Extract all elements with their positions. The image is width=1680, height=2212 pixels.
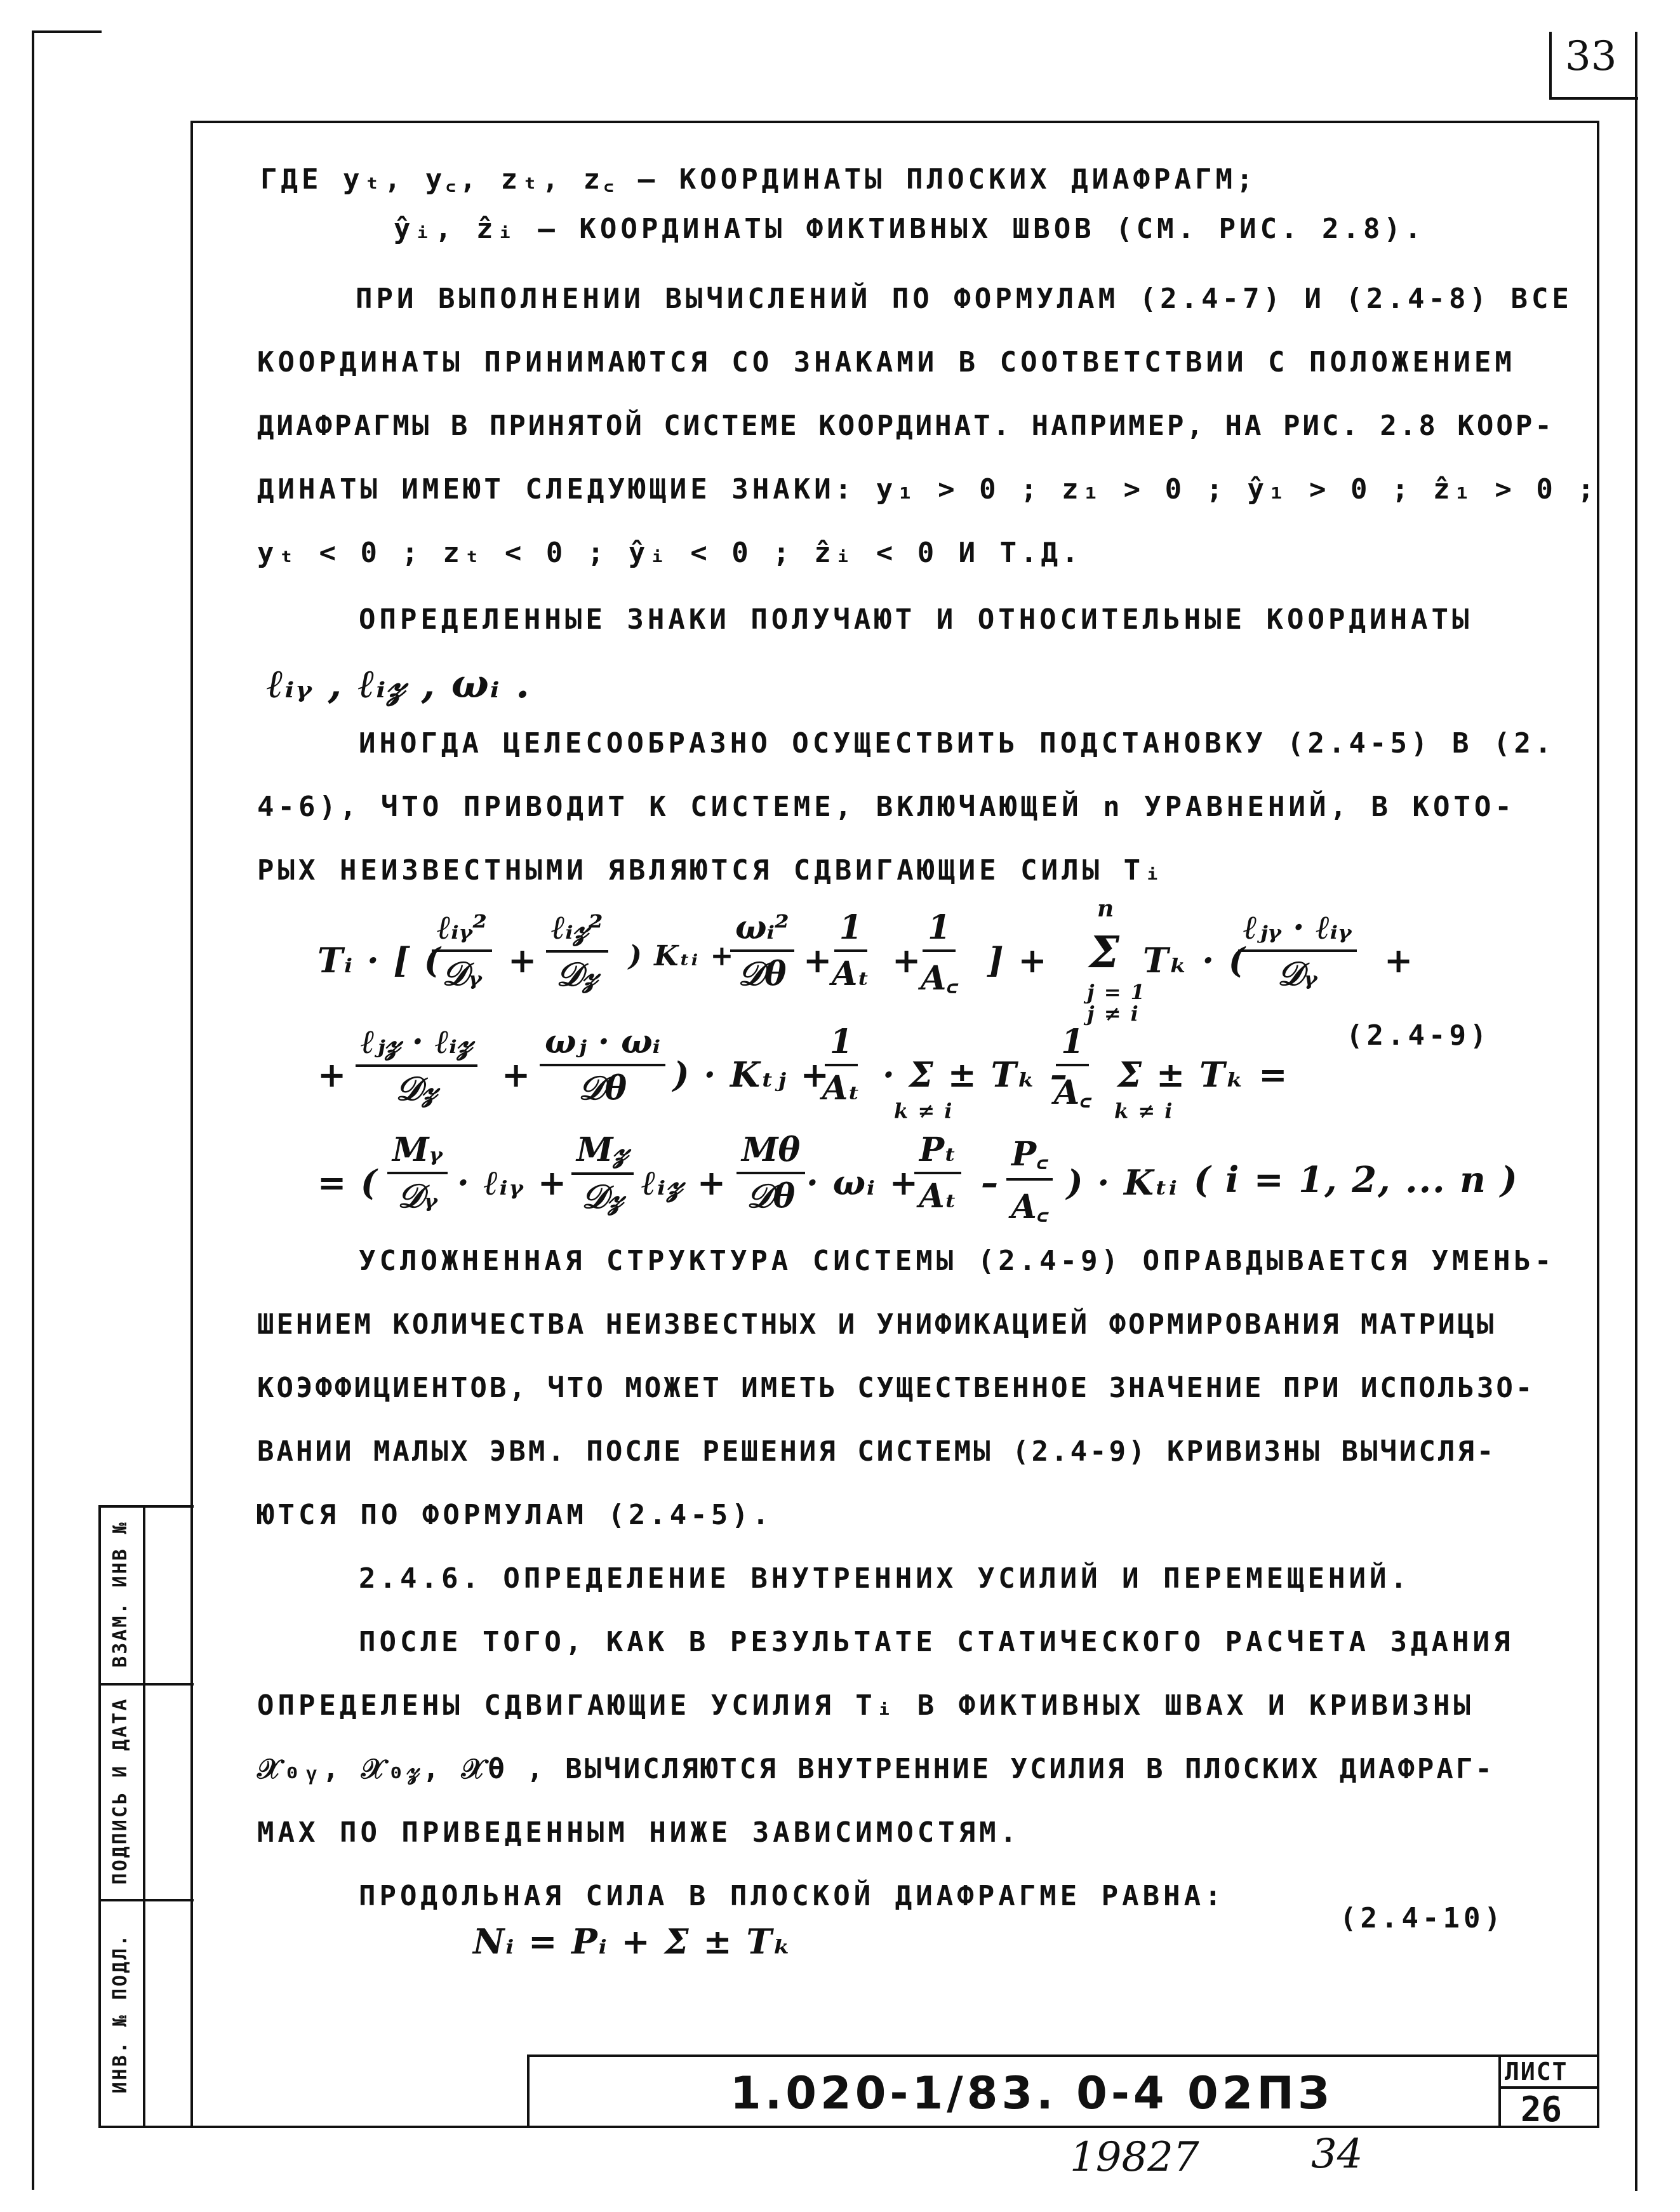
eq-r1-frac1-den: 𝒟ᵧ [441, 955, 483, 993]
side-label-podpis-data: ПОДПИСЬ И ДАТА [109, 1697, 131, 1885]
eq-r3-t4: – [981, 1162, 999, 1203]
handwritten-number-left: 19827 [1070, 2134, 1199, 2181]
eq-r1-frac3 [730, 908, 794, 994]
eq-r1-lead: Tᵢ · [ ( [317, 940, 442, 981]
page-number: 33 [1565, 33, 1617, 80]
eq-r1-plus3: + [892, 940, 923, 981]
side-stamp-mid-line [143, 1505, 145, 2128]
eq-r3-frac5 [1006, 1130, 1053, 1228]
eq-r3-frac4-den: Aₜ [919, 1177, 957, 1216]
eq-r1-frac6 [1238, 908, 1357, 994]
text-line-10: ИНОГДА ЦЕЛЕСООБРАЗНО ОСУЩЕСТВИТЬ ПОДСТАНОВКУ (2.4-5) В (2. [359, 727, 1556, 760]
eq-r2-sum2: Σ ± Tₖ = [1117, 1054, 1289, 1095]
title-block-top [527, 2054, 1599, 2057]
eq-r3-t1: · ℓᵢᵧ + [457, 1162, 568, 1203]
text-line-8: ОПРЕДЕЛЕННЫЕ ЗНАКИ ПОЛУЧАЮТ И ОТНОСИТЕЛЬНЫЕ КООРДИНАТЫ [359, 603, 1473, 636]
eq-r2-frac4-num: 1 [1056, 1022, 1089, 1066]
eq-r1-frac4 [832, 908, 870, 993]
eq-r2-lead: + [317, 1054, 348, 1095]
eq-r1-plus4: + [1384, 940, 1415, 981]
eq-r2-frac3-den: Aₜ [822, 1069, 860, 1108]
outer-right-border [1635, 32, 1637, 2191]
title-block-sheet-label-line [1498, 2086, 1599, 2089]
eq-r1-frac1 [432, 908, 492, 994]
side-label-vzam-inv: ВЗАМ. ИНВ № [109, 1520, 131, 1668]
eq-r1-frac1-num: ℓᵢᵧ² [432, 908, 492, 952]
inner-frame-bottom [98, 2126, 1599, 2128]
page-number-box-bottom [1549, 97, 1638, 100]
eq-r2-sum1-sub: k ≠ i [894, 1099, 954, 1123]
text-line-4: КООРДИНАТЫ ПРИНИМАЮТСЯ СО ЗНАКАМИ В СООТВЕТСТВИИ С ПОЛОЖЕНИЕМ [257, 346, 1516, 379]
eq-r3-lead: = ( [317, 1162, 378, 1203]
text-line-6: ДИНАТЫ ИМЕЮТ СЛЕДУЮЩИЕ ЗНАКИ: y₁ > 0 ; z₁ > 0 ; ŷ₁ > 0 ; ẑ₁ > 0 ; [257, 473, 1598, 506]
text-line-13: УСЛОЖНЕННАЯ СТРУКТУРА СИСТЕМЫ (2.4-9) ОПРАВДЫВАЕТСЯ УМЕНЬ- [359, 1245, 1556, 1277]
text-line-7: yₜ < 0 ; zₜ < 0 ; ŷᵢ < 0 ; ẑᵢ < 0 И Т.Д. [257, 537, 1083, 569]
text-line-3: ПРИ ВЫПОЛНЕНИИ ВЫЧИСЛЕНИЙ ПО ФОРМУЛАМ (2.4-7) И (2.4-8) ВСЕ [356, 283, 1573, 315]
outer-left-border [32, 30, 34, 2190]
eq-r3-frac5-num: P꜀ [1006, 1130, 1053, 1181]
eq-r1-frac5 [921, 908, 957, 1000]
eq-r1-plus2: + [803, 940, 834, 981]
eq-r2-sum1: · Σ ± Tₖ – [883, 1054, 1069, 1095]
title-block-left [527, 2054, 530, 2128]
eq-r1-frac6-den: 𝒟ᵧ [1277, 955, 1317, 993]
eq-2-4-10-label: (2.4-10) [1340, 1902, 1505, 1934]
sheet-label: ЛИСТ [1505, 2058, 1568, 2086]
eq-r1-frac6-num: ℓⱼᵧ · ℓᵢᵧ [1238, 908, 1357, 952]
inner-frame-right [1597, 121, 1599, 2128]
eq-r1-close: ] + [987, 940, 1048, 981]
text-line-17: ЮТСЯ ПО ФОРМУЛАМ (2.4-5). [257, 1499, 773, 1531]
eq-r3-frac1-den: 𝒟ᵧ [397, 1177, 438, 1216]
equation-2-4-10: Nᵢ = Pᵢ + Σ ± Tₖ [473, 1921, 792, 1962]
eq-r3-range: ( i = 1, 2, ... n ) [1194, 1159, 1519, 1201]
document-code: 1.020-1/83. 0-4 02ПЗ [730, 2067, 1333, 2119]
section-heading-2-4-6: 2.4.6. ОПРЕДЕЛЕНИЕ ВНУТРЕННИХ УСИЛИЙ И ПЕРЕМЕЩЕНИЙ. [359, 1562, 1411, 1595]
eq-r1-sum-bottom: j = 1 j ≠ i [1087, 980, 1146, 1026]
eq-r1-sum-top: n [1097, 895, 1116, 922]
text-line-11: 4-6), ЧТО ПРИВОДИТ К СИСТЕМЕ, ВКЛЮЧАЮЩЕЙ n УРАВНЕНИЙ, В КОТО- [257, 791, 1516, 823]
text-line-16: ВАНИИ МАЛЫХ ЭВМ. ПОСЛЕ РЕШЕНИЯ СИСТЕМЫ (2.4-9) КРИВИЗНЫ ВЫЧИСЛЯ- [257, 1435, 1497, 1468]
eq-r2-plus1: + [502, 1054, 532, 1095]
eq-r3-frac3-den: 𝒟θ [747, 1177, 796, 1216]
eq-r1-frac4-den: Aₜ [832, 955, 870, 993]
eq-r3-frac4 [914, 1130, 961, 1216]
text-line-19: ПОСЛЕ ТОГО, КАК В РЕЗУЛЬТАТЕ СТАТИЧЕСКОГО РАСЧЕТА ЗДАНИЯ [359, 1626, 1514, 1658]
eq-r3-frac1-num: Mᵧ [387, 1130, 448, 1174]
text-line-15: КОЭФФИЦИЕНТОВ, ЧТО МОЖЕТ ИМЕТЬ СУЩЕСТВЕННОЕ ЗНАЧЕНИЕ ПРИ ИСПОЛЬЗО- [257, 1372, 1535, 1404]
side-stamp-left-line [98, 1505, 101, 2128]
eq-r3-t5: ) · Kₜᵢ [1067, 1162, 1178, 1203]
eq-r3-frac5-den: A꜀ [1011, 1188, 1048, 1226]
eq-r1-sum-symbol: Σ [1089, 927, 1121, 978]
eq-r1-frac3-num: ωᵢ² [730, 908, 794, 952]
eq-r1-frac5-den: A꜀ [921, 959, 958, 998]
eq-r1-frac5-num: 1 [923, 908, 956, 952]
eq-r2-frac1 [356, 1022, 477, 1109]
eq-r3-frac3-num: Mθ [737, 1130, 805, 1174]
sheet-number: 26 [1521, 2089, 1563, 2129]
eq-r3-t3: · ωᵢ + [806, 1162, 919, 1203]
text-line-20: ОПРЕДЕЛЕНЫ СДВИГАЮЩИЕ УСИЛИЯ Tᵢ В ФИКТИВНЫХ ШВАХ И КРИВИЗНЫ [257, 1689, 1474, 1722]
eq-r1-frac2 [546, 908, 608, 995]
text-line-14: ШЕНИЕМ КОЛИЧЕСТВА НЕИЗВЕСТНЫХ И УНИФИКАЦИЕЙ ФОРМИРОВАНИЯ МАТРИЦЫ [257, 1308, 1497, 1341]
eq-r3-frac2 [571, 1130, 634, 1217]
eq-r2-ktj: ) · Kₜⱼ + [673, 1054, 830, 1095]
eq-r3-frac3 [737, 1130, 805, 1216]
eq-r1-frac2-num: ℓᵢ𝓏² [546, 908, 608, 953]
eq-r2-frac3 [822, 1022, 860, 1108]
eq-r2-frac2 [540, 1022, 665, 1108]
text-line-1: ГДЕ yₜ, y꜀, zₜ, z꜀ – КООРДИНАТЫ ПЛОСКИХ ДИАФРАГМ; [260, 163, 1257, 196]
inner-frame-left [190, 121, 193, 2128]
eq-r2-frac1-den: 𝒟𝓏 [396, 1069, 437, 1108]
text-line-22: МАХ ПО ПРИВЕДЕННЫМ НИЖЕ ЗАВИСИМОСТЯМ. [257, 1816, 1021, 1849]
eq-r2-frac4 [1054, 1022, 1091, 1114]
eq-r1-frac4-num: 1 [834, 908, 867, 952]
eq-r1-tk: Tₖ · ( [1143, 940, 1246, 981]
side-label-inv-podl: ИНВ. № ПОДЛ. [109, 1933, 131, 2094]
eq-r1-kti: ) Kₜᵢ + [629, 940, 735, 972]
text-line-2: ŷᵢ, ẑᵢ – КООРДИНАТЫ ФИКТИВНЫХ ШВОВ (СМ. РИС. 2.8). [394, 213, 1425, 245]
eq-r3-frac2-num: M𝓏 [571, 1130, 634, 1175]
eq-r2-frac4-den: A꜀ [1054, 1073, 1091, 1112]
eq-r2-sum2-sub: k ≠ i [1114, 1099, 1174, 1123]
eq-r3-frac4-num: Pₜ [914, 1130, 961, 1174]
text-line-21: 𝒳₀ᵧ, 𝒳₀𝓏, 𝒳θ , ВЫЧИСЛЯЮТСЯ ВНУТРЕННИЕ УСИЛИЯ В ПЛОСКИХ ДИАФРАГ- [257, 1753, 1495, 1785]
page-number-box-left [1549, 32, 1552, 98]
text-line-9: ℓᵢᵧ , ℓᵢ𝓏 , ωᵢ . [267, 660, 531, 707]
eq-r2-frac2-den: 𝒟θ [578, 1069, 627, 1108]
eq-r1-frac3-den: 𝒟θ [738, 955, 787, 993]
eq-r3-t2: ℓᵢ𝓏 + [641, 1162, 728, 1203]
handwritten-number-right: 34 [1311, 2131, 1363, 2178]
text-line-23: ПРОДОЛЬНАЯ СИЛА В ПЛОСКОЙ ДИАФРАГМЕ РАВНА: [359, 1880, 1225, 1912]
inner-frame-top [190, 121, 1597, 123]
eq-r2-frac3-num: 1 [825, 1022, 858, 1066]
eq-r2-frac2-num: ωⱼ · ωᵢ [540, 1022, 665, 1066]
eq-r3-frac2-den: 𝒟𝓏 [582, 1177, 623, 1216]
text-line-5: ДИАФРАГМЫ В ПРИНЯТОЙ СИСТЕМЕ КООРДИНАТ. НАПРИМЕР, НА РИС. 2.8 КООР- [257, 410, 1554, 442]
eq-r1-frac2-den: 𝒟𝓏 [556, 955, 598, 994]
text-line-12: РЫХ НЕИЗВЕСТНЫМИ ЯВЛЯЮТСЯ СДВИГАЮЩИЕ СИЛЫ Tᵢ [257, 854, 1165, 887]
eq-2-4-9-label: (2.4-9) [1346, 1019, 1491, 1052]
side-stamp-divider-2 [98, 1899, 194, 1901]
eq-r2-frac1-num: ℓⱼ𝓏 · ℓᵢ𝓏 [356, 1022, 477, 1067]
title-block-sheet-divider [1498, 2054, 1501, 2128]
eq-r1-plus1: + [508, 940, 538, 981]
eq-r3-frac1 [387, 1130, 448, 1216]
top-left-corner-line [32, 30, 102, 33]
